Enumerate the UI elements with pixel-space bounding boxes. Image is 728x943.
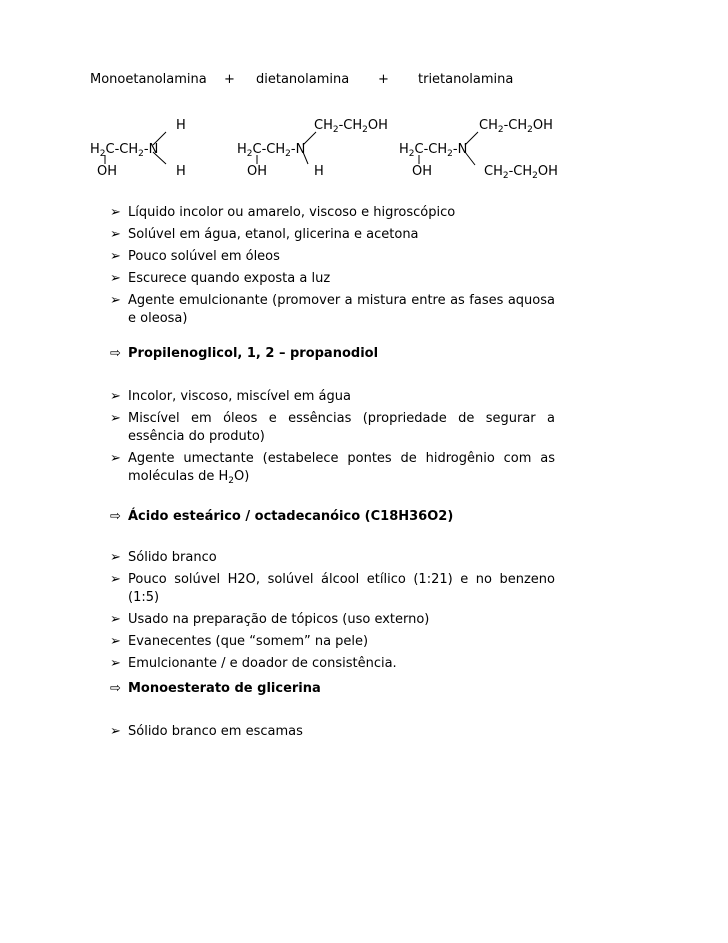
- atom-label: H: [176, 118, 186, 133]
- property-list: [110, 723, 555, 745]
- list-item: ➢ Evanecentes (que “somem” na pele): [110, 634, 369, 649]
- substituent-label: $CH_2-CH_2OH$: [484, 164, 558, 181]
- arrowhead-bullet-icon: ➢: [110, 389, 121, 404]
- list-item: ➢ Sólido branco em escamas: [110, 724, 303, 739]
- structure-main-formula: $H_2C-CH_2-N$: [237, 142, 306, 159]
- substituent-label: $CH_2-CH_2OH$: [314, 118, 388, 135]
- arrowhead-bullet-icon: ➢: [110, 656, 121, 671]
- list-item: ➢ Escurece quando exposta a luz: [110, 271, 331, 286]
- arrowhead-bullet-icon: ➢: [110, 411, 121, 426]
- list-item: ➢ Emulcionante / e doador de consistência.: [110, 656, 397, 671]
- atom-label: OH: [247, 164, 268, 179]
- section-heading: ⇨ Ácido esteárico / octadecanóico (C18H36O2): [110, 509, 454, 524]
- substituent-label: $CH_2-CH_2OH$: [479, 118, 553, 135]
- arrowhead-bullet-icon: ➢: [110, 724, 121, 739]
- arrowhead-bullet-icon: ➢: [110, 550, 121, 565]
- list-item: ➢ Líquido incolor ou amarelo, viscoso e higroscópico: [110, 205, 456, 220]
- arrowhead-bullet-icon: ➢: [110, 271, 121, 286]
- di-label: dietanolamina: [256, 72, 350, 87]
- list-item: ➢ Usado na preparação de tópicos (uso externo): [110, 612, 430, 627]
- structure-main-formula: $H_2C-CH_2-N$: [90, 142, 159, 159]
- outline-arrow-icon: ⇨: [110, 681, 121, 696]
- property-list: [110, 549, 555, 677]
- list-item: ➢ Miscível em óleos e essências (propriedade de segurar a essência do produto): [110, 411, 555, 444]
- arrowhead-bullet-icon: ➢: [110, 205, 121, 220]
- list-item: ➢ Incolor, viscoso, miscível em água: [110, 389, 351, 404]
- list-item: ➢ Agente emulcionante (promover a mistura entre as fases aquosa e oleosa): [110, 293, 555, 326]
- arrowhead-bullet-icon: ➢: [110, 612, 121, 627]
- section-heading: ⇨ Monoesterato de glicerina: [110, 681, 321, 696]
- atom-label: H: [314, 164, 324, 179]
- atom-label: H: [176, 164, 186, 179]
- property-list: [110, 388, 555, 490]
- list-item: ➢ Solúvel em água, etanol, glicerina e acetona: [110, 227, 419, 242]
- mono-label: Monoetanolamina: [90, 72, 207, 87]
- list-item: ➢ Pouco solúvel em óleos: [110, 249, 280, 264]
- outline-arrow-icon: ⇨: [110, 346, 121, 361]
- list-item: ➢ Pouco solúvel H2O, solúvel álcool etílico (1:21) e no benzeno (1:5): [110, 572, 555, 605]
- arrowhead-bullet-icon: ➢: [110, 227, 121, 242]
- arrowhead-bullet-icon: ➢: [110, 572, 121, 587]
- arrowhead-bullet-icon: ➢: [110, 451, 121, 466]
- plus-sign: +: [224, 72, 235, 87]
- arrowhead-bullet-icon: ➢: [110, 249, 121, 264]
- structure-main-formula: $H_2C-CH_2-N$: [399, 142, 468, 159]
- property-list: [110, 204, 555, 332]
- tri-label: trietanolamina: [418, 72, 514, 87]
- section-heading: ⇨ Propilenoglicol, 1, 2 – propanodiol: [110, 346, 379, 361]
- atom-label: OH: [412, 164, 433, 179]
- outline-arrow-icon: ⇨: [110, 509, 121, 524]
- list-item: ➢ Sólido branco: [110, 550, 217, 565]
- list-item: ➢ Agente umectante (estabelece pontes de hidrogênio com as moléculas de $H_2O$): [110, 451, 555, 486]
- arrowhead-bullet-icon: ➢: [110, 293, 121, 308]
- atom-label: OH: [97, 164, 118, 179]
- plus-sign: +: [378, 72, 389, 87]
- arrowhead-bullet-icon: ➢: [110, 634, 121, 649]
